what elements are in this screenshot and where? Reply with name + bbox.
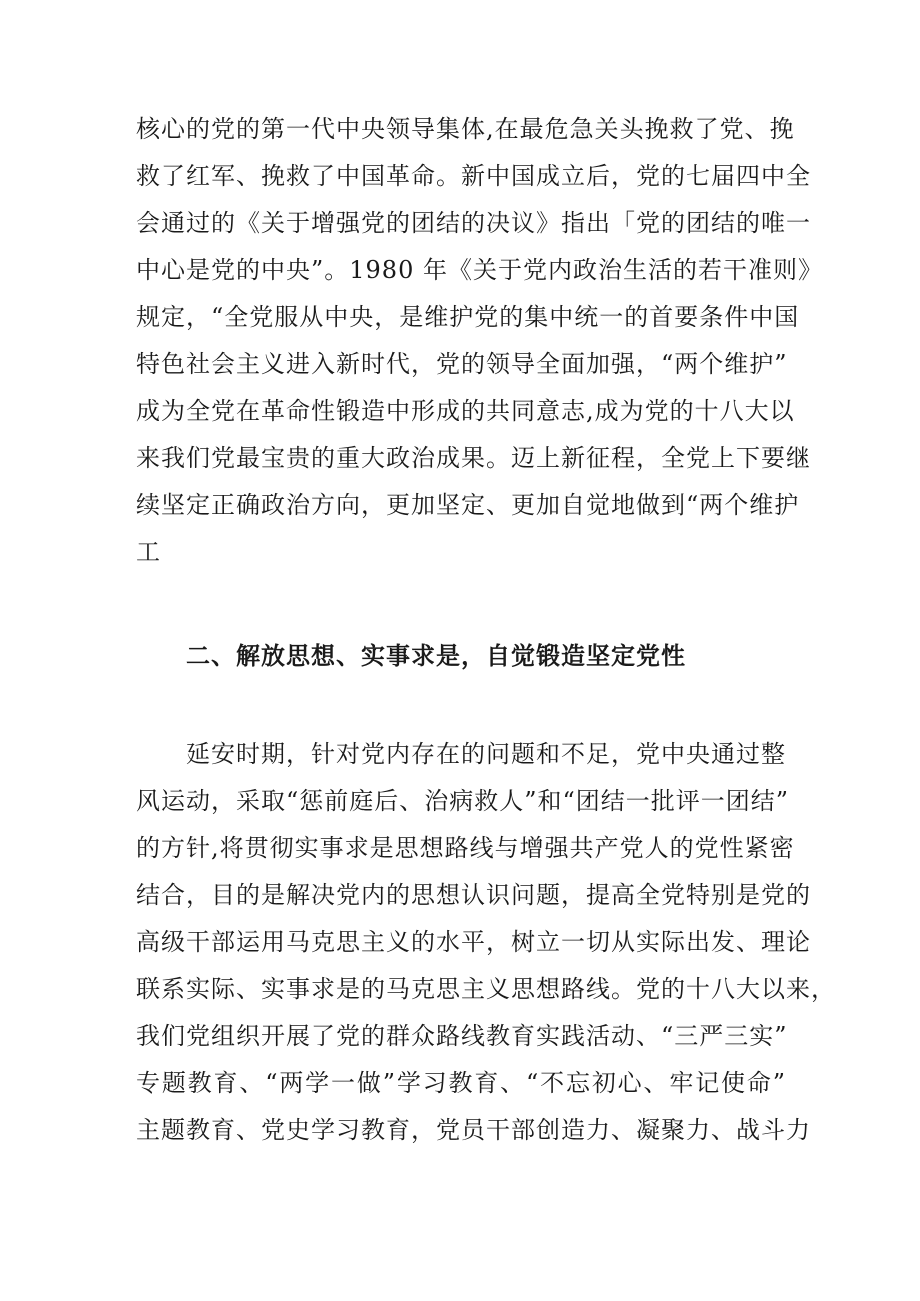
text-line: 成为全党在革命性锻造中形成的共同意志,成为党的十八大以 bbox=[136, 397, 795, 425]
text-line: 结合，目的是解决党内的思想认识问题，提高全党特别是党的 bbox=[136, 881, 811, 909]
text-line: 的方针,将贯彻实事求是思想路线与增强共产党人的党性紧密 bbox=[136, 834, 795, 862]
section-heading: 二、解放思想、实事求是，自觉锻造坚定党性 bbox=[186, 642, 686, 670]
text-line: 救了红军、挽救了中国革命。新中国成立后，党的七届四中全 bbox=[136, 162, 811, 190]
text-line: 我们党组织开展了党的群众路线教育实践活动、“三严三实” bbox=[136, 1022, 788, 1050]
text-line: 风运动，采取“惩前庭后、治病救人”和“团结一批评一团结” bbox=[136, 787, 790, 815]
body-paragraph-1 bbox=[136, 106, 823, 576]
text-line: 续坚定正确政治方向，更加坚定、更加自觉地做到“两个维护 bbox=[136, 491, 800, 519]
text-line: 专题教育、“两学一做”学习教育、“不忘初心、牢记使命” bbox=[136, 1069, 786, 1097]
text-line: 规定，“全党服从中央，是维护党的集中统一的首要条件中国 bbox=[136, 303, 800, 331]
text-line: 主题教育、党史学习教育，党员干部创造力、凝聚力、战斗力 bbox=[136, 1116, 811, 1144]
text-line: 延安时期，针对党内存在的问题和不足，党中央通过整 bbox=[186, 740, 786, 768]
text-line: 工 bbox=[136, 538, 161, 566]
text-line: 特色社会主义进入新时代，党的领导全面加强，“两个维护” bbox=[136, 350, 788, 378]
text-line: 联系实际、实事求是的马克思主义思想路线。党的十八大以来， bbox=[136, 975, 836, 1003]
text-line: 高级干部运用马克思主义的水平，树立一切从实际出发、理论 bbox=[136, 928, 811, 956]
body-paragraph-2 bbox=[136, 731, 836, 1154]
text-line: 核心的党的第一代中央领导集体,在最危急关头挽救了党、挽 bbox=[136, 115, 795, 143]
text-line: 会通过的《关于增强党的团结的决议》指出「党的团结的唯一 bbox=[136, 209, 811, 237]
text-line: 中心是党的中央”。1980 年《关于党内政治生活的若干准则》 bbox=[136, 256, 823, 284]
text-line: 来我们党最宝贵的重大政治成果。迈上新征程，全党上下要继 bbox=[136, 444, 811, 472]
